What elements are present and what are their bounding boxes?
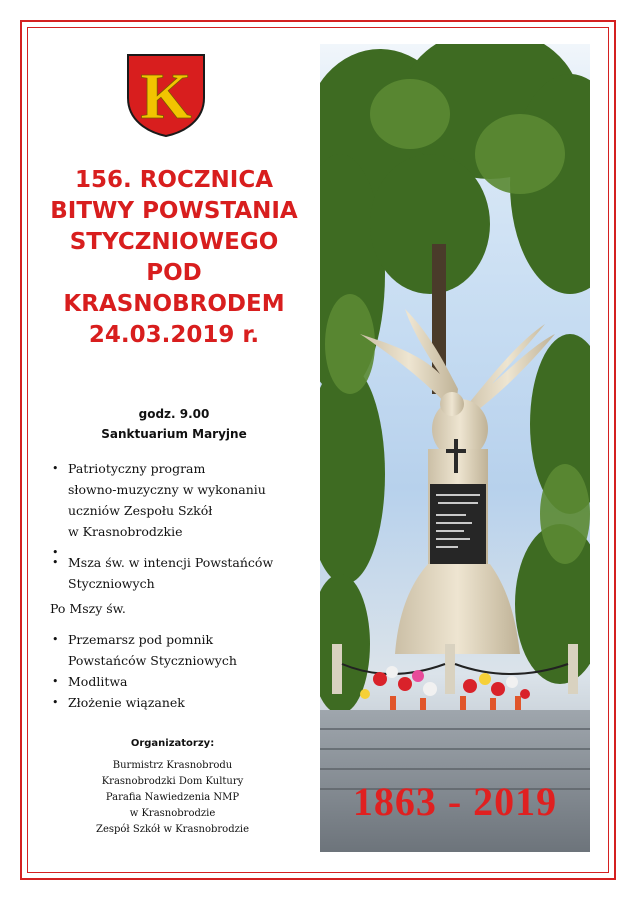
organizers-heading: Organizatorzy: — [130, 738, 215, 749]
monument-photo — [320, 44, 590, 852]
list-item: • Modlitwa — [52, 671, 322, 692]
list-item: • Przemarsz pod pomnik Powstańców Styczniowych — [52, 629, 322, 671]
title-line: BITWY POWSTANIA — [50, 198, 298, 224]
coat-of-arms-icon — [125, 52, 207, 138]
title-line: POD — [146, 260, 202, 286]
list-item: • Złożenie wiązanek — [52, 692, 322, 713]
title-line: 24.03.2019 r. — [88, 322, 260, 348]
crest-letter: K — [140, 60, 192, 133]
organizer-name: Burmistrz Krasnobrodu — [112, 760, 233, 771]
organizer-name: Parafia Nawiedzenia NMP — [105, 792, 240, 803]
title-line: KRASNOBRODEM — [63, 291, 285, 317]
event-place: Sanktuarium Maryjne — [101, 427, 247, 441]
after-mass-label: Po Mszy św. — [50, 601, 126, 616]
list-item: • Patriotyczny program słowno-muzyczny w wykonaniu uczniów Zespołu Szkół w Krasnobrodzkie — [52, 458, 322, 542]
years-caption: 1863 - 2019 — [352, 779, 558, 824]
title-line: 156. ROCZNICA — [74, 167, 274, 193]
organizer-name: Zespół Szkół w Krasnobrodzie — [96, 824, 249, 835]
title-line: STYCZNIOWEGO — [69, 229, 279, 255]
organizer-name: w Krasnobrodzie — [129, 808, 216, 819]
organizer-name: Krasnobrodzki Dom Kultury — [101, 776, 244, 787]
program-list — [52, 458, 322, 713]
event-time-place — [40, 404, 308, 444]
event-hour: godz. 9.00 — [138, 407, 210, 421]
spacer — [52, 542, 322, 552]
page-title — [36, 165, 312, 351]
organizers — [50, 736, 295, 838]
list-item: • Msza św. w intencji Powstańców Styczniowych — [52, 552, 322, 594]
monument-illustration-icon — [320, 44, 590, 852]
